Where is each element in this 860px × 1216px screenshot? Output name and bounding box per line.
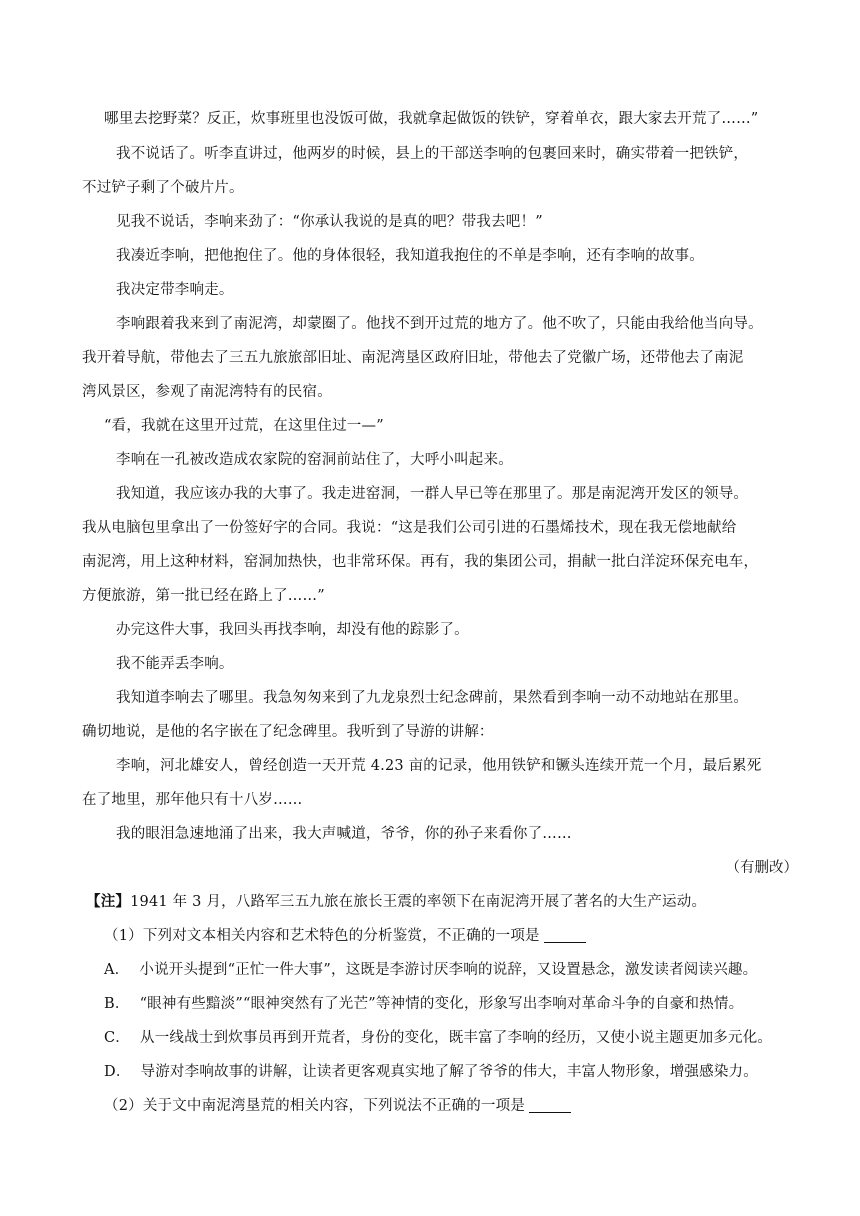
annotation-note (86, 892, 706, 912)
option-text: 小说开头提到“正忙一件大事”，这既是李游讨厌李响的说辞，又设置悬念，激发读者阅读兴趣。 (139, 962, 758, 978)
story-paragraph: 我的眼泪急速地涌了出来，我大声喊道，爷爷，你的孙子来看你了…… (116, 826, 572, 842)
question-2-stem: （2）关于文中南泥湾垦荒的相关内容，下列说法不正确的一项是 (104, 1098, 526, 1114)
option-label: C． (104, 1030, 130, 1046)
annotation-label: 【注】 (86, 893, 131, 910)
question-1 (104, 926, 586, 946)
story-paragraph: 我知道李响去了哪里。我急匆匆来到了九龙泉烈士纪念碑前，果然看到李响一动不动地站在那里。 (116, 690, 749, 706)
story-paragraph-cont: 湾风景区，参观了南泥湾特有的民宿。 (82, 384, 332, 400)
option-d[interactable] (104, 1062, 758, 1082)
story-paragraph-cont: 不过铲子剩了个破片片。 (82, 180, 244, 196)
story-paragraph: 见我不说话，李响来劲了：“你承认我说的是真的吧？带我去吧！” (116, 214, 543, 230)
story-paragraph-cont: 方便旅游，第一批已经在路上了……” (82, 588, 325, 604)
story-paragraph-cont: 我开着导航，带他去了三五九旅旅部旧址、南泥湾垦区政府旧址，带他去了党徽广场，还带他去了南泥 (82, 350, 744, 366)
story-paragraph: 我决定带李响走。 (116, 282, 234, 298)
option-label: B． (104, 996, 130, 1012)
story-paragraph: 李响，河北雄安人，曾经创造一天开荒 4.23 亩的记录，他用铁铲和镢头连续开荒一个月，最后累死 (116, 758, 762, 774)
story-paragraph-cont: 我从电脑包里拿出了一份签好字的合同。我说：“这是我们公司引进的石墨烯技术，现在我无偿地献给 (82, 520, 737, 536)
story-paragraph: 我不说话了。听李直讲过，他两岁的时候，县上的干部送李响的包裹回来时，确实带着一把铁铲， (116, 146, 749, 162)
story-paragraph-cont: 确切地说，是他的名字嵌在了纪念碑里。我听到了导游的讲解： (82, 724, 494, 740)
option-label: A． (104, 962, 130, 978)
story-paragraph: 李响在一孔被改造成农家院的窑洞前站住了，大呼小叫起来。 (116, 452, 513, 468)
source-note: （有删改） (725, 860, 798, 876)
option-a[interactable] (104, 960, 757, 980)
story-paragraph: 我不能弄丢李响。 (116, 656, 234, 672)
answer-blank[interactable] (544, 928, 586, 943)
option-b[interactable] (104, 994, 743, 1014)
story-paragraph: 李响跟着我来到了南泥湾，却蒙圈了。他找不到开过荒的地方了。他不吹了，只能由我给他当向导。 (116, 316, 763, 332)
story-paragraph: 我凑近李响，把他抱住了。他的身体很轻，我知道我抱住的不单是李响，还有李响的故事。 (116, 248, 704, 264)
story-paragraph-cont: 在了地里，那年他只有十八岁…… (82, 792, 303, 808)
story-paragraph-cont: 南泥湾，用上这种材料，窑洞加热快，也非常环保。再有，我的集团公司，捐献一批白洋淀环保充电车， (82, 554, 759, 570)
story-paragraph: 办完这件大事，我回头再找李响，却没有他的踪影了。 (116, 622, 469, 638)
annotation-text: 1941 年 3 月，八路军三五九旅在旅长王震的率领下在南泥湾开展了著名的大生产运动。 (130, 894, 707, 910)
question-2 (104, 1096, 571, 1116)
story-paragraph: 我知道，我应该办我的大事了。我走进窑洞，一群人早已等在那里了。那是南泥湾开发区的领导。 (116, 486, 749, 502)
option-text: 导游对李响故事的讲解，让读者更客观真实地了解了爷爷的伟大，丰富人物形象，增强感染力。 (140, 1064, 758, 1080)
question-1-stem: （1）下列对文本相关内容和艺术特色的分析鉴赏，不正确的一项是 (104, 928, 540, 944)
option-text: 从一线战士到炊事员再到开荒者，身份的变化，既丰富了李响的经历，又使小说主题更加多元化。 (140, 1030, 773, 1046)
story-paragraph: “看，我就在这里开过荒，在这里住过一—” (104, 418, 384, 434)
option-text: “眼神有些黯淡”“眼神突然有了光芒”等神情的变化，形象写出李响对革命斗争的自豪和热情。 (139, 996, 744, 1012)
option-label: D． (104, 1064, 131, 1080)
option-c[interactable] (104, 1028, 772, 1048)
story-paragraph: 哪里去挖野菜？反正，炊事班里也没饭可做，我就拿起做饭的铁铲，穿着单衣，跟大家去开荒了……” (104, 111, 759, 127)
answer-blank[interactable] (529, 1098, 571, 1113)
